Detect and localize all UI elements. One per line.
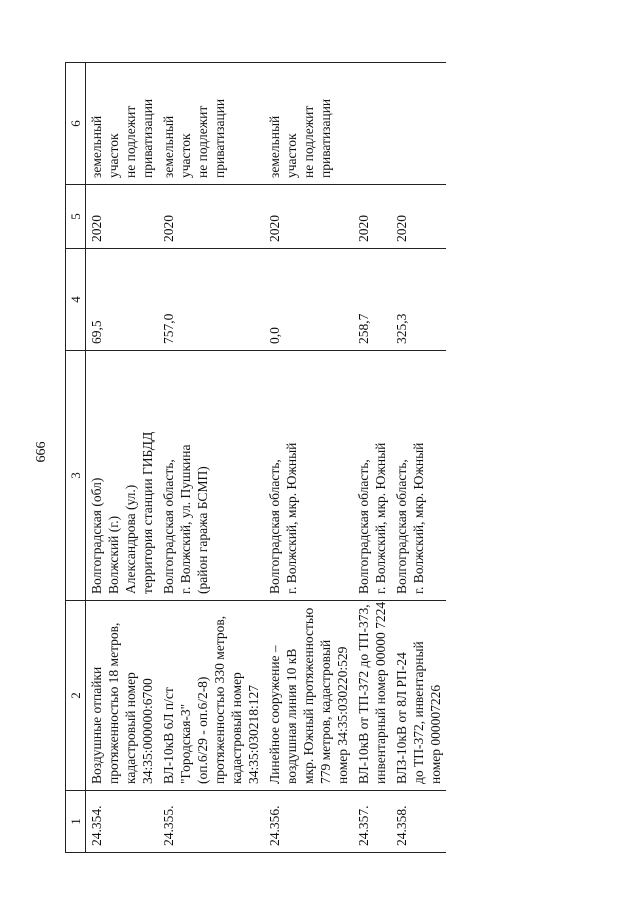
object-address <box>158 351 264 601</box>
note-line: приватизации <box>140 98 155 178</box>
name-line: 34:35:000000:6700 <box>140 678 155 784</box>
header-col-4: 4 <box>66 249 86 351</box>
note <box>158 63 264 185</box>
year-value: 2020 <box>158 185 264 249</box>
address-line: (район гаража БСМП) <box>195 466 210 594</box>
header-col-1: 1 <box>66 791 86 853</box>
header-col-3: 3 <box>66 351 86 601</box>
note-line: земельный <box>267 115 282 178</box>
area-value: 69,5 <box>86 249 159 351</box>
table-row <box>86 63 159 853</box>
header-col-6: 6 <box>66 63 86 185</box>
table-row <box>353 63 391 853</box>
header-row <box>66 63 86 853</box>
note-line: приватизации <box>212 98 227 178</box>
note-line: участок <box>106 133 121 178</box>
address-line: г. Волжский, ул. Пушкина <box>178 444 193 594</box>
address-line: Волгоградская область, <box>356 459 371 594</box>
area-value: 325,3 <box>391 249 446 351</box>
name-line: ВЛЗ-10кВ от 8Л РП-24 <box>394 652 409 784</box>
row-number: 24.354. <box>86 791 159 853</box>
name-line: Воздушные отпайки <box>89 666 104 784</box>
row-number: 24.357. <box>353 791 391 853</box>
object-name <box>86 601 159 791</box>
area-value: 0,0 <box>264 249 353 351</box>
row-number: 24.356. <box>264 791 353 853</box>
address-line: Волгоградская (обл) <box>89 477 104 594</box>
address-line: Волгоградская область, <box>394 459 409 594</box>
note <box>86 63 159 185</box>
note-line: не подлежит <box>195 105 210 178</box>
name-line: (оп.6/29 - оп.6/2-8) <box>195 676 210 784</box>
note-line: не подлежит <box>301 105 316 178</box>
year-value: 2020 <box>264 185 353 249</box>
property-table <box>65 62 446 853</box>
note <box>264 63 353 185</box>
row-number: 24.355. <box>158 791 264 853</box>
name-line: кадастровый номер <box>229 672 244 784</box>
address-line: Волгоградская область, <box>161 459 176 594</box>
name-line: кадастровый номер <box>123 672 138 784</box>
name-line: 34:35:030218:127 <box>246 684 261 784</box>
row-number: 24.358. <box>391 791 446 853</box>
address-line: г. Волжский, мкр. Южный <box>284 442 299 594</box>
address-line: Александрова (ул.) <box>123 484 138 594</box>
header-col-5: 5 <box>66 185 86 249</box>
name-line: "Городская-3" <box>178 703 193 784</box>
name-line: инвентарный номер 00000 7224 <box>373 601 388 784</box>
table-row <box>158 63 264 853</box>
object-address <box>391 351 446 601</box>
name-line: ВЛ-10кВ от ТП-372 до ТП-373, <box>356 604 371 784</box>
object-name <box>158 601 264 791</box>
page-number: 666 <box>34 441 49 463</box>
table-row <box>391 63 446 853</box>
note-line: участок <box>178 133 193 178</box>
address-line: Волгоградская область, <box>267 459 282 594</box>
year-value: 2020 <box>86 185 159 249</box>
header-col-2: 2 <box>66 601 86 791</box>
object-name <box>264 601 353 791</box>
area-value: 258,7 <box>353 249 391 351</box>
note-line: участок <box>284 133 299 178</box>
object-address <box>86 351 159 601</box>
object-name <box>391 601 446 791</box>
object-address <box>353 351 391 601</box>
name-line: протяженностью 18 метров, <box>106 622 121 784</box>
note-line: приватизации <box>318 98 333 178</box>
name-line: Линейное сооружение – <box>267 645 282 784</box>
note-line: земельный <box>161 115 176 178</box>
name-line: до ТП-372, инвентарный <box>411 641 426 784</box>
object-name <box>353 601 391 791</box>
name-line: 779 метров, кадастровый <box>318 639 333 784</box>
name-line: номер 34:35:030220:529 <box>335 646 350 784</box>
address-line: г. Волжский, мкр. Южный <box>373 442 388 594</box>
object-address <box>264 351 353 601</box>
address-line: Волжский (г.) <box>106 515 121 594</box>
address-line: территория станции ГИБДД <box>140 431 155 594</box>
area-value: 757,0 <box>158 249 264 351</box>
name-line: ВЛ-10кВ 6Л п/ст <box>161 687 176 784</box>
note <box>353 63 391 185</box>
note-line: земельный <box>89 115 104 178</box>
note <box>391 63 446 185</box>
property-table-sheet <box>65 63 595 853</box>
name-line: воздушная линия 10 кВ <box>284 648 299 784</box>
address-line: г. Волжский, мкр. Южный <box>411 442 426 594</box>
note-line: не подлежит <box>123 105 138 178</box>
name-line: протяженностью 330 метров, <box>212 615 227 784</box>
year-value: 2020 <box>391 185 446 249</box>
name-line: номер 000007226 <box>428 684 443 784</box>
table-row <box>264 63 353 853</box>
year-value: 2020 <box>353 185 391 249</box>
name-line: мкр. Южный протяженностью <box>301 607 316 784</box>
